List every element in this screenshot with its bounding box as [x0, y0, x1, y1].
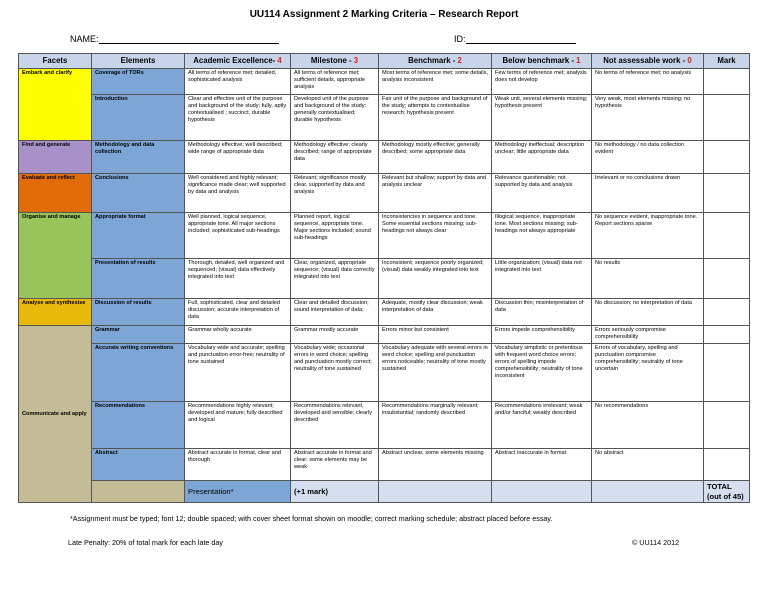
header-facets: Facets [19, 54, 92, 69]
level-0-cell: Errors of vocabulary, spelling and punctuation compromise comprehensibility; neutrality of tone uncertain [592, 344, 704, 402]
level-0-cell: Very weak, most elements missing; no hypothesis [592, 95, 704, 141]
facet-organise: Organise and manage [19, 213, 92, 299]
level-3-cell: Recommendations relevant, developed and sensible; clearly described [291, 402, 379, 449]
id-field [454, 34, 576, 44]
mark-cell[interactable] [704, 174, 750, 213]
level-2-cell: Adequate, mostly clear discussion; weak interpretation of data [379, 299, 492, 326]
criteria-row [19, 449, 750, 481]
level-3-cell: Methodology effective; clearly described; range of appropriate data [291, 141, 379, 174]
element-cell: Introduction [92, 95, 185, 141]
level-3-cell: Vocabulary wide; occasional errors in word choice; spelling and punctuation mostly correct; neutrality of tone sustained [291, 344, 379, 402]
name-line [99, 34, 279, 44]
level-2-cell: Vocabulary adequate with several errors in word choice; spelling and punctuation errors noticeable; neutrality of tone mostly sustained [379, 344, 492, 402]
criteria-row [19, 326, 750, 344]
criteria-row [19, 213, 750, 259]
level-2-cell: Abstract unclear, some elements missing [379, 449, 492, 481]
level-1-cell: Methodology ineffectual; description unclear; little appropriate data [492, 141, 592, 174]
level-3-cell: Clear and detailed discussion; sound interpretation of data; [291, 299, 379, 326]
level-0-cell: No recommendations [592, 402, 704, 449]
mark-cell[interactable] [704, 449, 750, 481]
total-label: TOTAL (out of 45) [704, 481, 750, 503]
level-3-cell: Relevant; significance mostly clear, supported by data and analysis [291, 174, 379, 213]
level-1-cell: Errors impede comprehensibility [492, 326, 592, 344]
level-3-cell: Developed unit of the purpose and background of the study; generally contextualised; durable hypothesis [291, 95, 379, 141]
element-cell: Coverage of TORs [92, 69, 185, 95]
level-0-cell: No abstract [592, 449, 704, 481]
criteria-row [19, 141, 750, 174]
criteria-row [19, 69, 750, 95]
late-penalty: Late Penalty: 20% of total mark for each late day [68, 538, 224, 547]
presentation-blank [592, 481, 704, 503]
level-1-cell: Illogical sequence, inappropriate tone. Most sections missing; sub-headings not always appropriate [492, 213, 592, 259]
level-2-cell: Inconsistencies in sequence and tone. Some essential sections missing; sub-headings not always clear [379, 213, 492, 259]
facet-evaluate: Evaluate and reflect [19, 174, 92, 213]
level-3-cell: Planned report, logical sequence, appropriate tone. Major sections included; sound sub-headings [291, 213, 379, 259]
level-2-cell: Relevant but shallow; support by data and analysis unclear [379, 174, 492, 213]
mark-cell[interactable] [704, 213, 750, 259]
name-label: NAME: [70, 34, 99, 44]
level-0-cell: No results [592, 259, 704, 299]
presentation-label: Presentation* [185, 481, 291, 503]
criteria-row [19, 344, 750, 402]
facet-embark: Embark and clarify [19, 69, 92, 141]
element-cell: Recommendations [92, 402, 185, 449]
document-title: UU114 Assignment 2 Marking Criteria – Research Report [249, 9, 519, 20]
level-2-cell: Errors minor but consistent [379, 326, 492, 344]
criteria-row [19, 299, 750, 326]
header-row [19, 54, 750, 69]
level-4-cell: Clear and effective unit of the purpose and background of the study; fully, aptly contextualised ; succinct, durable hypothesis [185, 95, 291, 141]
mark-cell[interactable] [704, 326, 750, 344]
header-below-benchmark: Below benchmark - 1 [492, 54, 592, 69]
id-line [466, 34, 576, 44]
level-0-cell: No methodology / no data collection evident [592, 141, 704, 174]
mark-cell[interactable] [704, 299, 750, 326]
id-label: ID: [454, 34, 466, 44]
level-3-cell: Clear, organized, appropriate sequence; (visual) data correctly integrated into text [291, 259, 379, 299]
mark-cell[interactable] [704, 95, 750, 141]
criteria-row [19, 95, 750, 141]
level-0-cell: Irrelevant or no conclusions drawn [592, 174, 704, 213]
level-2-cell: Methodology mostly effective; generally described; some appropriate data [379, 141, 492, 174]
facet-communicate: Communicate and apply [19, 326, 92, 503]
mark-cell[interactable] [704, 69, 750, 95]
level-4-cell: Well considered and highly relevant; significance made clear; well supported by data and analysis [185, 174, 291, 213]
presentation-bonus: (+1 mark) [291, 481, 379, 503]
level-3-cell: Abstract accurate in format and clear; some elements may be weak [291, 449, 379, 481]
level-4-cell: Methodology effective; well described; wide range of appropriate data [185, 141, 291, 174]
level-4-cell: Grammar wholly accurate [185, 326, 291, 344]
level-4-cell: Well planned, logical sequence, appropriate tone. All major sections included; sophisticated sub-headings [185, 213, 291, 259]
presentation-facet-cell [92, 481, 185, 503]
marking-criteria-table [18, 53, 750, 503]
level-0-cell: No sequence evident, inappropriate tone. Report sections sparse [592, 213, 704, 259]
facet-find: Find and generate [19, 141, 92, 174]
level-0-cell: Errors seriously compromise comprehensibility [592, 326, 704, 344]
header-excellence: Academic Excellence- 4 [185, 54, 291, 69]
element-cell: Methodology and data collection [92, 141, 185, 174]
level-2-cell: Recommendations marginally relevant; insubstantial; randomly described [379, 402, 492, 449]
facet-analyse: Analyse and synthesise [19, 299, 92, 326]
level-4-cell: Abstract accurate in format, clear and thorough [185, 449, 291, 481]
header-benchmark: Benchmark - 2 [379, 54, 492, 69]
criteria-row [19, 402, 750, 449]
presentation-blank [379, 481, 492, 503]
criteria-row [19, 259, 750, 299]
element-cell: Presentation of results [92, 259, 185, 299]
mark-cell[interactable] [704, 344, 750, 402]
level-1-cell: Abstract inaccurate in format [492, 449, 592, 481]
header-elements: Elements [92, 54, 185, 69]
level-0-cell: No discussion; no interpretation of data [592, 299, 704, 326]
name-field [70, 34, 279, 44]
criteria-row [19, 174, 750, 213]
footnote: *Assignment must be typed; font 12; double spaced; with cover sheet format shown on moodle; correct marking schedule; abstract placed before essay. [70, 514, 553, 523]
level-3-cell: Grammar mostly accurate [291, 326, 379, 344]
header-milestone: Milestone - 3 [291, 54, 379, 69]
level-1-cell: Weak unit, several elements missing; hypothesis present [492, 95, 592, 141]
header-not-assessable: Not assessable work - 0 [592, 54, 704, 69]
level-1-cell: Recommendations irrelevant; weak and/or fanciful; weakly described [492, 402, 592, 449]
presentation-blank [492, 481, 592, 503]
copyright: © UU114 2012 [632, 538, 680, 547]
mark-cell[interactable] [704, 259, 750, 299]
mark-cell[interactable] [704, 141, 750, 174]
level-1-cell: Little organization; (visual) data not integrated into text [492, 259, 592, 299]
header-mark: Mark [704, 54, 750, 69]
level-4-cell: Vocabulary wide and accurate; spelling and punctuation error-free; neutrality of tone sustained [185, 344, 291, 402]
level-1-cell: Relevance questionable; not supported by data and analysis [492, 174, 592, 213]
element-cell: Grammar [92, 326, 185, 344]
level-1-cell: Few terms of reference met; analysis does not develop [492, 69, 592, 95]
element-cell: Appropriate format [92, 213, 185, 259]
element-cell: Conclusions [92, 174, 185, 213]
level-4-cell: All terms of reference met; detailed, sophisticated analysis [185, 69, 291, 95]
element-cell: Accurate writing conventions [92, 344, 185, 402]
level-0-cell: No terms of reference met; no analysis [592, 69, 704, 95]
level-1-cell: Discussion thin; misinterpretation of data [492, 299, 592, 326]
level-4-cell: Full, sophisticated, clear and detailed discussion; accurate interpretation of data [185, 299, 291, 326]
level-1-cell: Vocabulary simplistic or pretentious with frequent word choice errors; errors of spelling impede comprehensibility; neutrality of tone inconsistent [492, 344, 592, 402]
level-3-cell: All terms of reference met; sufficient details, appropriate analysis [291, 69, 379, 95]
element-cell: Abstract [92, 449, 185, 481]
level-2-cell: Fair unit of the purpose and background of the study; attempts to contextualise research; hypothesis present [379, 95, 492, 141]
presentation-row [19, 481, 750, 503]
level-4-cell: Thorough, detailed, well organized and sequenced; (visual) data effectively integrated into text [185, 259, 291, 299]
level-2-cell: Inconsistent; sequence poorly organized; (visual) data weakly integrated into text [379, 259, 492, 299]
mark-cell[interactable] [704, 402, 750, 449]
element-cell: Discussion of results [92, 299, 185, 326]
level-4-cell: Recommendations highly relevant; developed and mature; fully described and logical [185, 402, 291, 449]
level-2-cell: Most terms of reference met; some details, analysis inconsistent [379, 69, 492, 95]
